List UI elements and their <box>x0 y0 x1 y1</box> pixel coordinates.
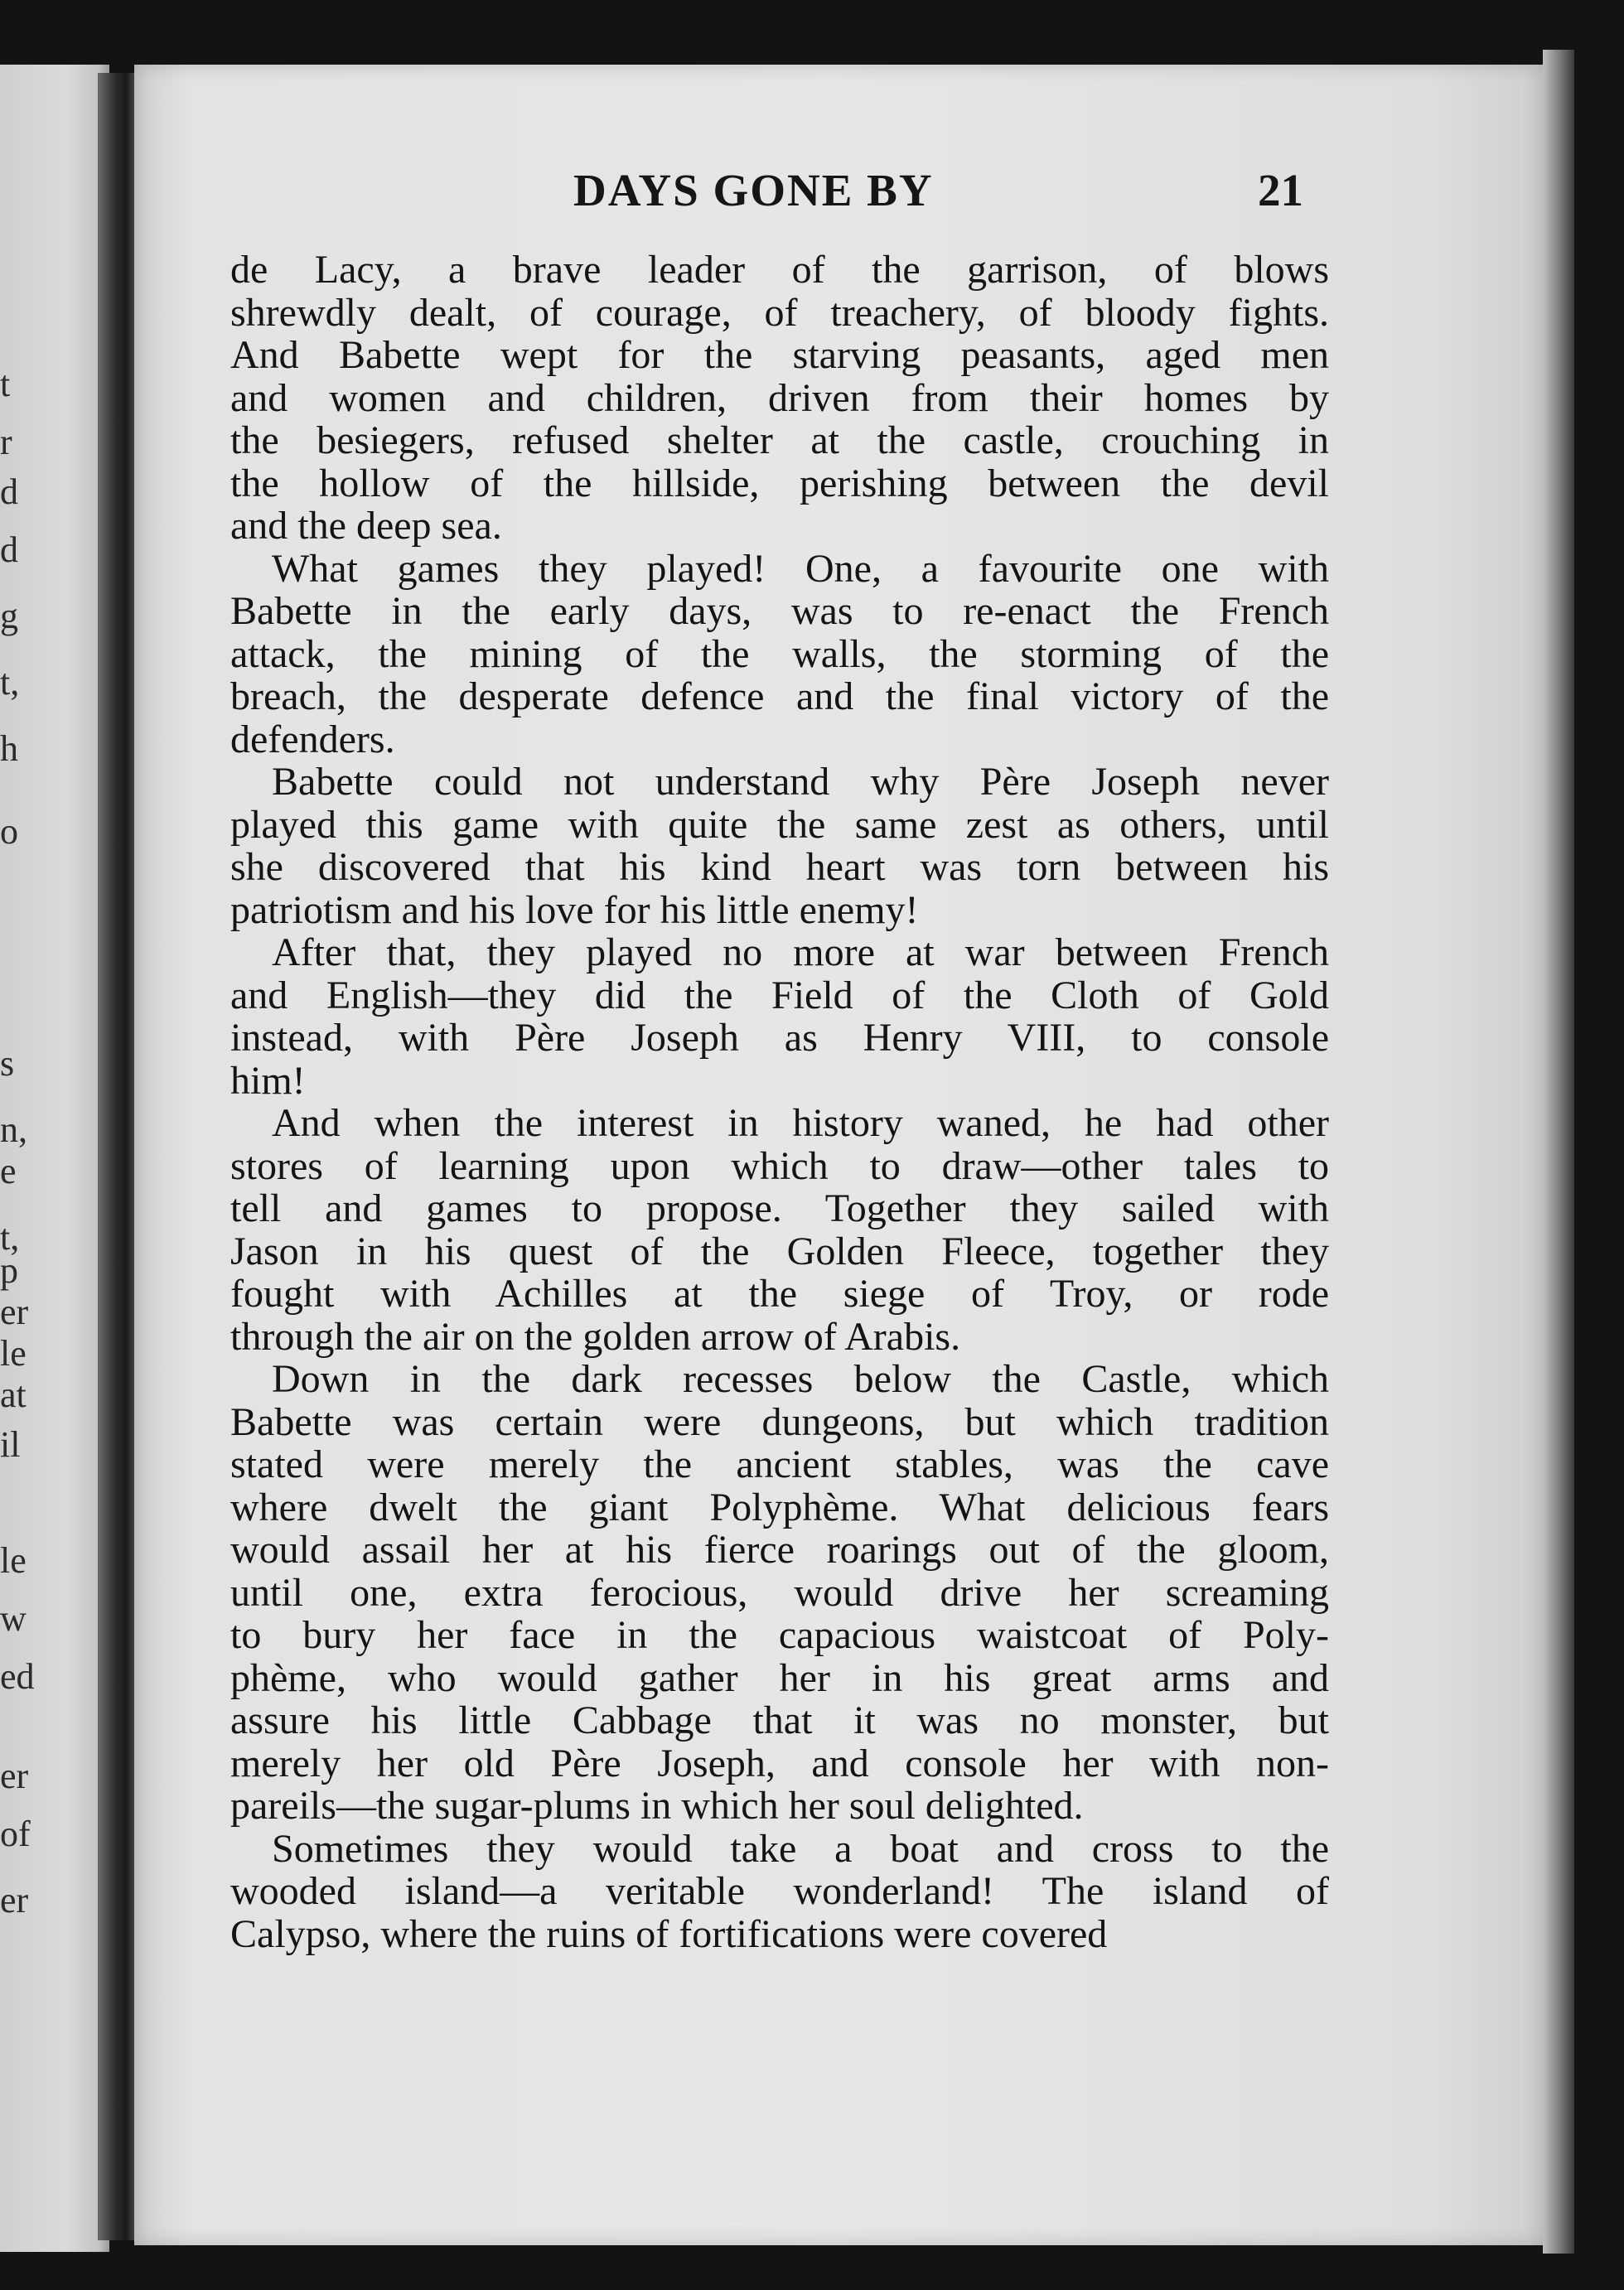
fragment-text: g <box>0 596 18 636</box>
text-line: pareils—the sugar-plums in which her soul delighted. <box>230 1784 1084 1828</box>
fragment-text: h <box>0 728 18 769</box>
fragment-text: il <box>0 1424 21 1465</box>
text-line: wooded island—a veritable wonderland! The island of <box>230 1869 1329 1913</box>
text-line: and the deep sea. <box>230 504 502 548</box>
previous-page-fragments <box>0 65 109 2252</box>
fragment-text: s <box>0 1043 15 1084</box>
text-line: the besiegers, refused shelter at the castle, crouching in <box>230 418 1329 462</box>
fragment-text: t, <box>0 662 20 703</box>
fragment-text: w <box>0 1598 27 1639</box>
text-line: And when the interest in history waned, he had other <box>272 1101 1329 1145</box>
fragment-text: le <box>0 1333 27 1374</box>
text-line: fought with Achilles at the siege of Troy, or rode <box>230 1272 1329 1316</box>
text-line: where dwelt the giant Polyphème. What delicious fears <box>230 1485 1329 1529</box>
fragment-text: ed <box>0 1656 35 1697</box>
page-header <box>134 164 1543 230</box>
fragment-text: e <box>0 1151 17 1191</box>
text-line: the hollow of the hillside, perishing between the devil <box>230 461 1329 505</box>
fragment-text: r <box>0 422 12 462</box>
text-line: defenders. <box>230 717 395 761</box>
text-line: merely her old Père Joseph, and console her with non- <box>230 1741 1329 1785</box>
text-line: assure his little Cabbage that it was no monster, but <box>230 1698 1329 1742</box>
text-line: breach, the desperate defence and the final victory of the <box>230 674 1329 718</box>
fragment-text: p <box>0 1250 18 1291</box>
text-line: After that, they played no more at war between French <box>272 930 1329 974</box>
text-line: stores of learning upon which to draw—other tales to <box>230 1143 1329 1188</box>
paragraph <box>230 1358 1329 1828</box>
fragment-text: of <box>0 1814 31 1854</box>
text-line: tell and games to propose. Together they sailed with <box>230 1186 1329 1230</box>
text-line: phème, who would gather her in his great arms and <box>230 1655 1329 1700</box>
text-line: de Lacy, a brave leader of the garrison, of blows <box>230 248 1329 292</box>
fragment-text: t <box>0 364 11 404</box>
text-line: shrewdly dealt, of courage, of treachery, of bloody fights. <box>230 290 1329 335</box>
page-fore-edge <box>1543 50 1574 2254</box>
paragraph <box>230 931 1329 1102</box>
previous-page-edge <box>0 65 109 2252</box>
fragment-text: d <box>0 471 18 512</box>
fragment-text: at <box>0 1374 27 1415</box>
text-line: Babette in the early days, was to re-enact the French <box>230 589 1329 633</box>
page-number: 21 <box>1258 165 1303 215</box>
text-line: to bury her face in the capacious waistcoat of Poly- <box>230 1613 1329 1657</box>
text-line: Babette was certain were dungeons, but which tradition <box>230 1399 1329 1444</box>
paragraph <box>230 761 1329 931</box>
text-line: Down in the dark recesses below the Castle, which <box>272 1357 1329 1401</box>
text-line: attack, the mining of the walls, the storming of the <box>230 631 1329 676</box>
text-line: stated were merely the ancient stables, was the cave <box>230 1442 1329 1486</box>
running-head: DAYS GONE BY <box>573 165 934 215</box>
fragment-text: t, <box>0 1217 20 1258</box>
text-line: and women and children, driven from their homes by <box>230 375 1329 420</box>
text-line: Babette could not understand why Père Joseph never <box>272 760 1329 804</box>
paragraph <box>230 548 1329 761</box>
text-line: What games they played! One, a favourite one with <box>272 546 1329 591</box>
text-line: she discovered that his kind heart was torn between his <box>230 845 1329 889</box>
text-line: and English—they did the Field of the Cloth of Gold <box>230 973 1329 1017</box>
text-line: through the air on the golden arrow of Arabis. <box>230 1314 961 1359</box>
text-line: until one, extra ferocious, would drive her screaming <box>230 1570 1329 1615</box>
fragment-text: n, <box>0 1109 27 1150</box>
text-line: Jason in his quest of the Golden Fleece, together they <box>230 1229 1329 1273</box>
fragment-text: er <box>0 1880 29 1920</box>
fragment-text: le <box>0 1540 27 1581</box>
text-line: And Babette wept for the starving peasants, aged men <box>230 333 1329 377</box>
text-line: Calypso, where the ruins of fortifications were covered <box>230 1911 1108 1956</box>
fragment-text: er <box>0 1756 29 1796</box>
page-body-text <box>230 249 1329 1955</box>
book-page <box>134 65 1543 2245</box>
fragment-text: er <box>0 1292 29 1332</box>
paragraph <box>230 249 1329 548</box>
fragment-text: o <box>0 811 18 852</box>
text-line: instead, with Père Joseph as Henry VIII, to console <box>230 1016 1329 1060</box>
paragraph <box>230 1102 1329 1358</box>
paragraph <box>230 1828 1329 1956</box>
text-line: Sometimes they would take a boat and cross to the <box>272 1826 1329 1871</box>
text-line: him! <box>230 1058 306 1103</box>
text-line: would assail her at his fierce roarings out of the gloom, <box>230 1528 1329 1572</box>
text-line: played this game with quite the same zest as others, until <box>230 802 1329 847</box>
fragment-text: d <box>0 529 18 570</box>
text-line: patriotism and his love for his little enemy! <box>230 887 919 932</box>
